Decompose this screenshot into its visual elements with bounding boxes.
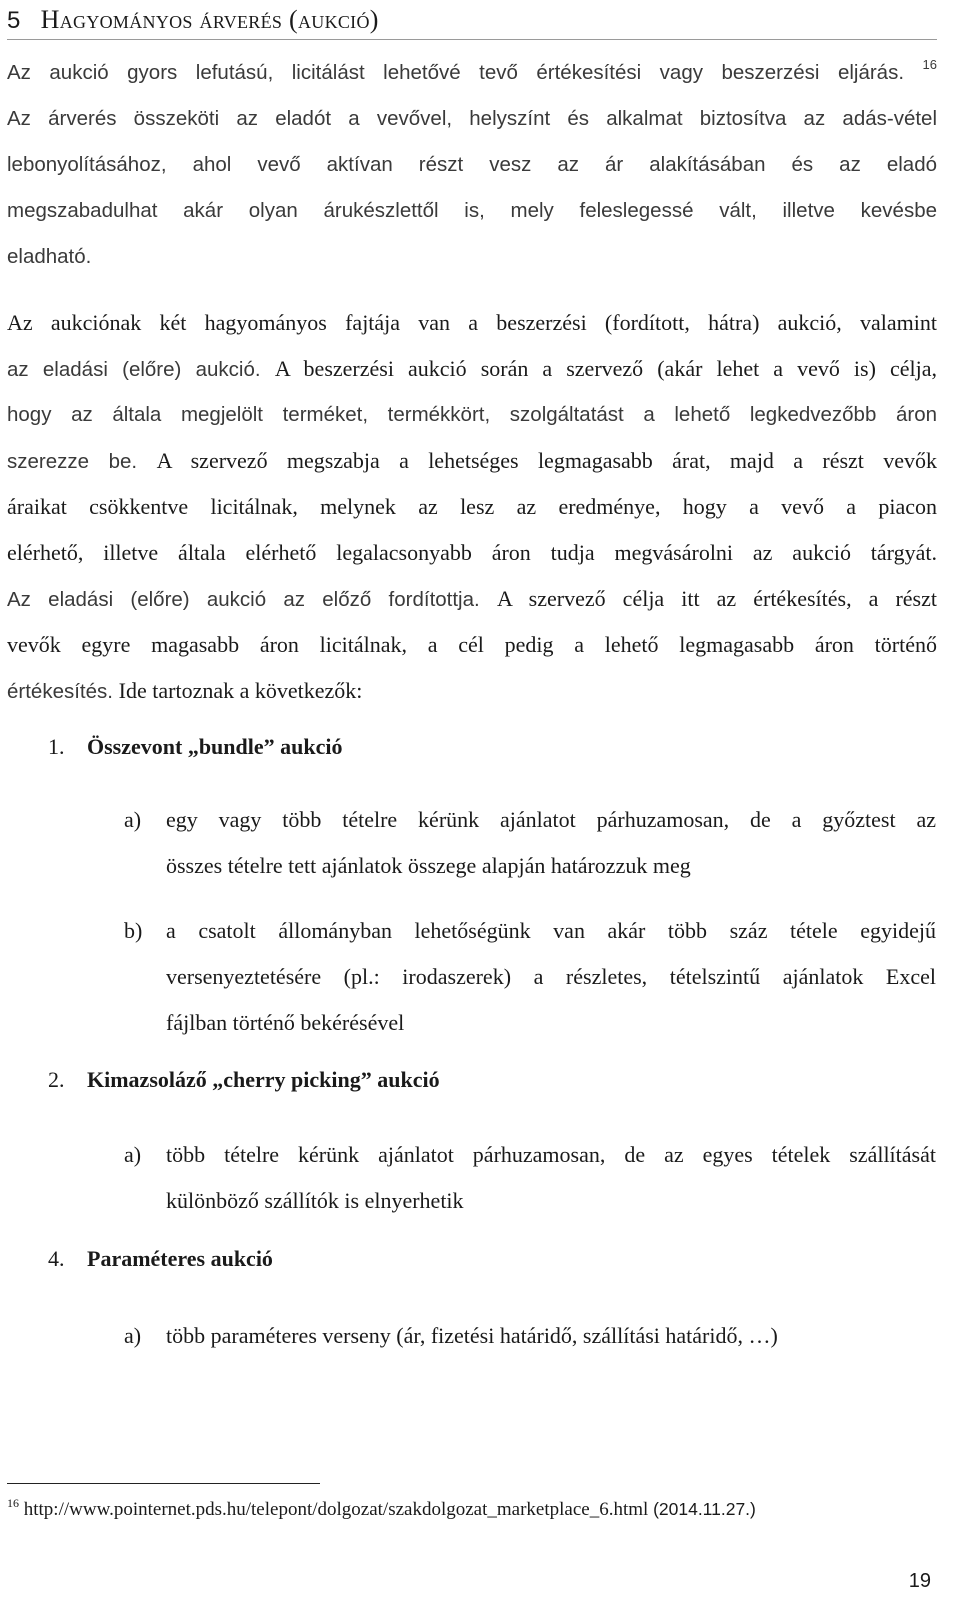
body-line (7, 530, 937, 576)
text-run: szerezze be. (7, 450, 157, 473)
body-line (7, 484, 937, 530)
sub-item-line: több paraméteres verseny (ár, fizetési határidő, szállítási határidő, …) (166, 1323, 778, 1348)
item-number: 2. (48, 1067, 65, 1092)
footnote (7, 1496, 756, 1521)
intro-line: Az aukció gyors lefutású, licitálást lehetővé tevő értékesítési vagy beszerzési eljárás. $^{16}$ (7, 57, 938, 84)
body-line (7, 300, 937, 346)
sub-item-text (166, 797, 936, 889)
sub-item-line: egy vagy több tételre kérünk ajánlatot párhuzamosan, de a győztest az (166, 807, 936, 832)
sub-item-text (166, 1132, 936, 1224)
text-run: Ide tartoznak a következők: (118, 678, 363, 703)
section-number: 5 (7, 7, 21, 34)
sub-item-marker: a) (124, 807, 142, 832)
footnote-number: 16 (7, 1496, 19, 1510)
intro-line: lebonyolításához, ahol vevő aktívan részt vesz az ár alakításában és az eladó (7, 153, 937, 176)
sub-item-line: összes tételre tett ajánlatok összege alapján határozzuk meg (166, 853, 691, 878)
sub-item-marker: b) (124, 918, 143, 943)
section-heading (7, 2, 937, 40)
page-number: 19 (908, 1570, 931, 1592)
item-title: Összevont „bundle” aukció (87, 734, 343, 759)
text-run: elérhető, illetve általa elérhető legalacsonyabb áron tudja megvásárolni az aukció tárgyát. (7, 540, 937, 565)
intro-line: eladható. (7, 245, 92, 268)
footnote-separator (7, 1483, 320, 1484)
sub-item-marker: a) (124, 1142, 142, 1167)
intro-paragraph (7, 50, 937, 280)
footnote-date: (2014.11.27.) (653, 1499, 756, 1519)
text-run: A szervező célja itt az értékesítés, a részt (496, 586, 937, 611)
body-paragraph (7, 300, 937, 714)
text-run: hogy az általa megjelölt terméket, termékkört, szolgáltatást a lehető legkedvezőbb áron (7, 403, 937, 426)
body-line (7, 392, 937, 438)
item-number: 4. (48, 1246, 65, 1271)
item-title: Paraméteres aukció (87, 1246, 273, 1271)
sub-item-marker: a) (124, 1323, 142, 1348)
intro-line: megszabadulhat akár olyan árukészlettől is, mely feleslegessé vált, illetve kevésbe (7, 199, 937, 222)
sub-item-line: több tételre kérünk ajánlatot párhuzamosan, de az egyes tételek szállítását (166, 1142, 936, 1167)
text-run: vevők egyre magasabb áron licitálnak, a cél pedig a lehető legmagasabb áron történő (7, 632, 937, 657)
text-run: áraikat csökkentve licitálnak, melynek az lesz az eredménye, hogy a vevő a piacon (7, 494, 937, 519)
item-number: 1. (48, 734, 65, 759)
body-line (7, 346, 937, 392)
text-run: Az aukciónak két hagyományos fajtája van a beszerzési (fordított, hátra) aukció, valamint (7, 310, 937, 335)
sub-item-text (166, 908, 936, 1046)
sub-item-line: a csatolt állományban lehetőségünk van akár több száz tétele egyidejű (166, 918, 936, 943)
text-run: az eladási (előre) aukció. (7, 358, 275, 381)
body-line (7, 576, 937, 622)
section-title: Hagyományos árverés (aukció) (40, 5, 379, 34)
body-line (7, 668, 937, 714)
sub-item-line: versenyeztetésére (pl.: irodaszerek) a részletes, tételszintű ajánlatok Excel (166, 964, 936, 989)
item-title: Kimazsoláző „cherry picking” aukció (87, 1067, 440, 1092)
sub-item-line: különböző szállítók is elnyerhetik (166, 1188, 464, 1213)
text-run: Az eladási (előre) aukció az előző fordítottja. (7, 588, 497, 611)
text-run: A szervező megszabja a lehetséges legmagasabb árat, majd a részt vevők (156, 448, 938, 473)
sub-item-line: fájlban történő bekérésével (166, 1010, 405, 1035)
footnote-reference[interactable]: 16 (922, 57, 938, 72)
text-run: értékesítés. (7, 680, 119, 703)
intro-line: Az árverés összeköti az eladót a vevővel, helyszínt és alkalmat biztosítva az adás-vétel (7, 107, 937, 130)
body-line (7, 622, 937, 668)
footnote-url[interactable]: http://www.pointernet.pds.hu/telepont/dolgozat/szakdolgozat_marketplace_6.html (23, 1499, 649, 1520)
text-run: A beszerzési aukció során a szervező (akár lehet a vevő is) célja, (274, 356, 938, 381)
body-line (7, 438, 937, 484)
sub-item-text (166, 1313, 936, 1359)
